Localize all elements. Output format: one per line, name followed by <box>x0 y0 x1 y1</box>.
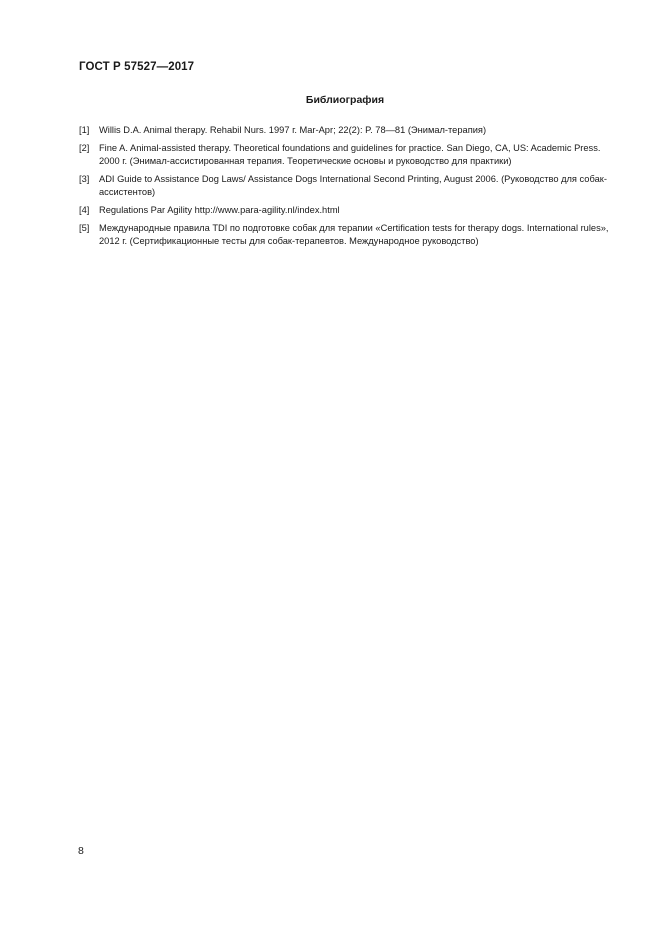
reference-number: [3] <box>79 174 90 184</box>
bibliography-title: Библиография <box>305 94 385 106</box>
reference-item <box>79 173 619 199</box>
document-code: ГОСТ Р 57527—2017 <box>79 61 195 73</box>
reference-text: Международные правила TDI по подготовке собак для терапии «Certification tests for therapy dogs. International rules», 2012 г. (Сертификационные тесты для собак-терапевтов. Международное руководство) <box>99 223 609 246</box>
reference-number: [1] <box>79 125 90 135</box>
reference-item <box>79 204 619 217</box>
reference-item <box>79 124 619 137</box>
reference-text: Regulations Par Agility http://www.para-agility.nl/index.html <box>99 205 340 215</box>
reference-text: Fine A. Animal-assisted therapy. Theoretical foundations and guidelines for practice. San Diego, CA, US: Academic Press. 2000 г. (Энимал-ассистированная терапия. Теоретические основы и руководство для практики) <box>99 143 601 166</box>
reference-number: [4] <box>79 205 90 215</box>
page-number: 8 <box>78 845 84 857</box>
reference-item <box>79 222 619 248</box>
reference-number: [2] <box>79 143 90 153</box>
reference-text: ADI Guide to Assistance Dog Laws/ Assistance Dogs International Second Printing, August 2006. (Руководство для собак-ассистентов) <box>99 174 607 197</box>
reference-item <box>79 142 619 168</box>
reference-number: [5] <box>79 223 90 233</box>
reference-text: Willis D.A. Animal therapy. Rehabil Nurs. 1997 г. Mar-Apr; 22(2): P. 78—81 (Энимал-терапия) <box>99 125 487 135</box>
reference-list <box>79 124 619 253</box>
